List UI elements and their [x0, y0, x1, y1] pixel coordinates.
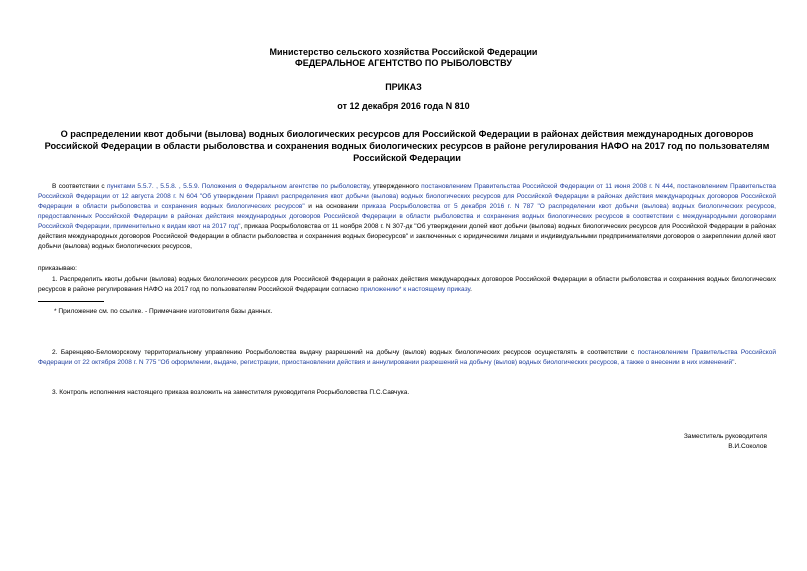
- item-2-end: .: [734, 359, 737, 366]
- link-decree-604[interactable]: постановлением Правительства Российской Федерации от 12 августа 2008 г. N 604 "Об утверждении Правил распределения квот добычи (вылова) водных биологических ресурсов для Российской Федерации в районах действия международных договоров Российской Федерации в области рыболовства и сохранения водных биологических ресурсов": [38, 183, 776, 210]
- item-3-paragraph: [38, 388, 776, 398]
- item-2-text: 2. Баренцево-Беломорскому территориальному управлению Росрыболовства выдачу разрешений на добычу (вылов) водных биологических ресурсов осуществлять в соответствии с: [52, 349, 638, 356]
- document-title: О распределении квот добычи (вылова) водных биологических ресурсов для Российской Федерации в районах действия международных договоров Российской Федерации в области рыболовства и сохранения водных биологических ресурсов в районе регулирования НАФО на 2017 год по пользователям Российской Федерации: [44, 129, 770, 163]
- link-appendix[interactable]: приложению* к настоящему приказу: [360, 286, 471, 293]
- item-3-text: 3. Контроль исполнения настоящего приказа возложить на заместителя руководителя Росрыболовства П.С.Савчука.: [52, 389, 410, 396]
- preamble-text-5: , приказа Росрыболовства от 11 ноября 2008 г. N 307-дк "Об утверждении долей квот добычи (вылова) водных биологических ресурсов для Российской Федерации в районах действия международных договоров Российской Федерации в области рыболовства и сохранения водных биоресурсов" и заключенных с юридическими лицами и индивидуальными предпринимателями договоров о закреплении долей квот добычи (вылова) водных биологических ресурсов,: [38, 223, 776, 250]
- link-decree-444[interactable]: постановлением Правительства Российской Федерации от 11 июня 2008 г. N 444: [421, 183, 673, 190]
- document-date-number: от 12 декабря 2016 года N 810: [337, 101, 470, 111]
- item-2-paragraph: [38, 348, 776, 368]
- preamble-text-2: , утвержденного: [369, 183, 422, 190]
- preamble-text-3: ,: [673, 183, 678, 190]
- link-regulation-points[interactable]: пунктами 5.5.7. , 5.5.8. , 5.5.9. Положения о Федеральном агентстве по рыболовству: [106, 183, 370, 190]
- signatory-position: Заместитель руководителя: [683, 433, 767, 440]
- footnote-divider: [38, 301, 104, 302]
- document-type: ПРИКАЗ: [385, 82, 422, 92]
- preamble-text-1: В соответствии с: [52, 183, 107, 190]
- item-1-end: .: [470, 286, 472, 293]
- item-1-paragraph: [38, 275, 776, 295]
- preamble-paragraph: [38, 182, 776, 252]
- footnote: * Приложение см. по ссылке. - Примечание изготовителя базы данных.: [54, 308, 273, 315]
- signatory-name: В.И.Соколов: [728, 443, 767, 450]
- preamble-text-4: и на основании: [304, 203, 362, 210]
- link-decree-775[interactable]: постановлением Правительства Российской Федерации от 22 октября 2008 г. N 775 "Об оформлении, выдаче, регистрации, приостановлении действия и аннулировании разрешений на добычу (вылов) водных биологических ресурсов, а также о внесении в них изменений": [38, 349, 777, 366]
- link-order-787[interactable]: приказа Росрыболовства от 5 декабря 2016 г. N 787 "О распределении квот добычи (вылова) водных биологических ресурсов, предоставленных Российской Федерации в районах действия международных договоров Российской Федерации в области рыболовства и сохранения водных биологических ресурсов в соответствии с международными договорами Российской Федерации, применительно к видам квот на 2017 год": [38, 203, 776, 230]
- ministry-name: Министерство сельского хозяйства Российской Федерации: [269, 47, 538, 57]
- item-1-text: 1. Распределить квоты добычи (вылова) водных биологических ресурсов для Российской Федерации в районах действия международных договоров Российской Федерации в области рыболовства и сохранения водных биологических ресурсов в районе регулирования НАФО на 2017 год по пользователям Российской Федерации согласно: [38, 276, 776, 293]
- agency-name: ФЕДЕРАЛЬНОЕ АГЕНТСТВО ПО РЫБОЛОВСТВУ: [295, 58, 512, 68]
- order-word: приказываю:: [38, 265, 77, 272]
